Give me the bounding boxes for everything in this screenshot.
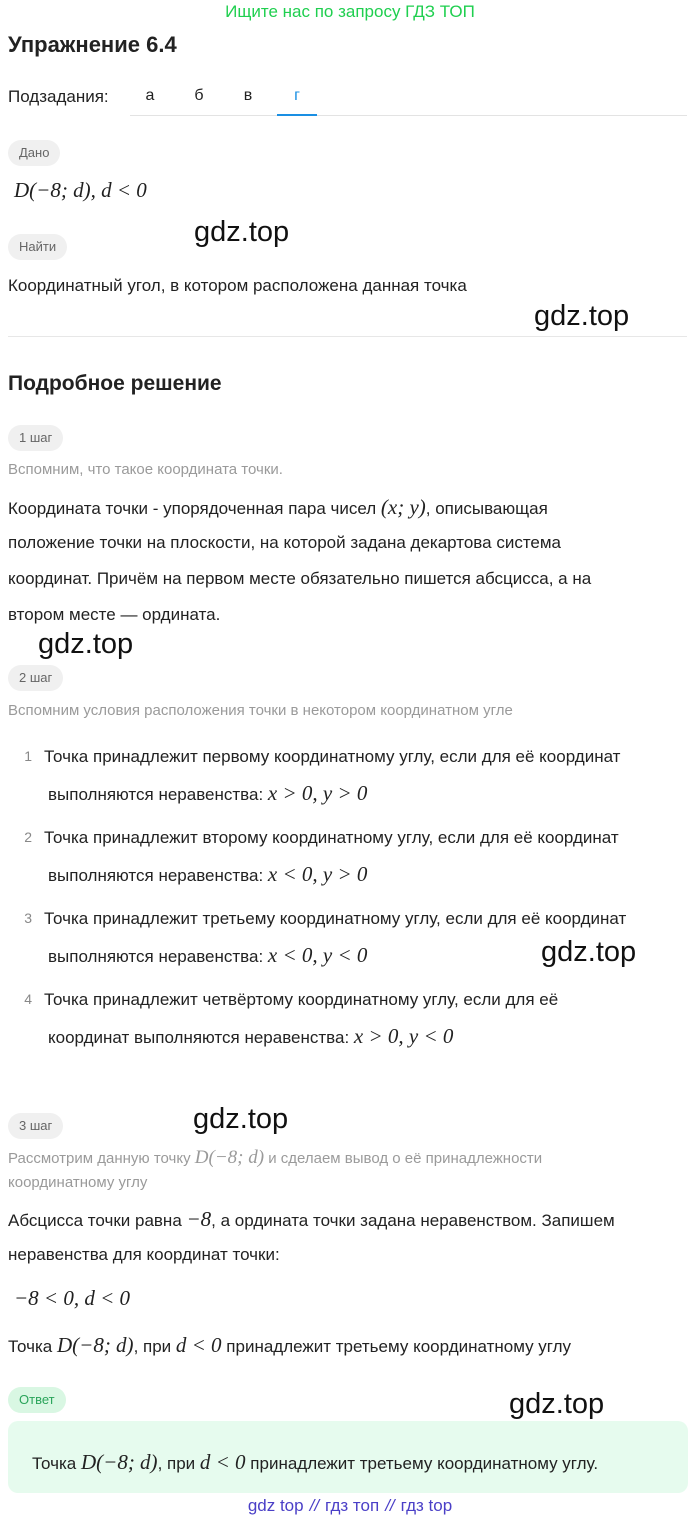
subtasks-tabs bbox=[130, 76, 687, 116]
step3-line2: неравенства для координат точки: bbox=[8, 1245, 280, 1264]
list-num-1: 1 bbox=[24, 748, 32, 764]
tab-g[interactable]: г bbox=[277, 76, 317, 116]
tab-b[interactable]: б bbox=[194, 87, 204, 104]
step3-inequality: −8 < 0, d < 0 bbox=[14, 1286, 131, 1310]
solution-title: Подробное решение bbox=[8, 372, 222, 395]
footer-sep: // bbox=[385, 1496, 395, 1515]
step1-hint: Вспомним, что такое координата точки. bbox=[8, 461, 283, 478]
footer-link-2[interactable]: гдз топ bbox=[325, 1496, 380, 1515]
list-num-4: 4 bbox=[24, 991, 32, 1007]
find-chip: Найти bbox=[8, 234, 67, 260]
answer-text: Точка D(−8; d), при d < 0 принадлежит третьему координатному углу. bbox=[32, 1450, 599, 1474]
list-item-1-line1: Точка принадлежит первому координатному углу, если для её координат bbox=[44, 747, 621, 766]
given-formula: D(−8; d), d < 0 bbox=[14, 178, 147, 202]
list-num-2: 2 bbox=[24, 829, 32, 845]
step1-line2: положение точки на плоскости, на которой задана декартова система bbox=[8, 533, 562, 552]
step1-math: (x; y) bbox=[380, 495, 426, 519]
answer-chip: Ответ bbox=[8, 1387, 66, 1413]
step3-conclusion: Точка D(−8; d), при d < 0 принадлежит третьему координатному углу bbox=[8, 1333, 572, 1357]
subtasks-label: Подзадания: bbox=[8, 87, 109, 106]
list-item-1-line2: выполняются неравенства: x > 0, y > 0 bbox=[48, 781, 368, 805]
find-text: Координатный угол, в котором расположена данная точка bbox=[8, 276, 467, 295]
step2-chip: 2 шаг bbox=[8, 665, 63, 691]
divider bbox=[8, 336, 687, 337]
list-item-4-line2: координат выполняются неравенства: x > 0, y < 0 bbox=[48, 1024, 454, 1048]
watermark: gdz.top bbox=[194, 216, 290, 248]
step1-line3: координат. Причём на первом месте обязательно пишется абсцисса, а на bbox=[8, 569, 592, 588]
step2-hint: Вспомним условия расположения точки в некотором координатном угле bbox=[8, 702, 513, 719]
footer-link-1[interactable]: gdz top bbox=[247, 1496, 304, 1515]
watermark: gdz.top bbox=[534, 300, 630, 332]
watermark: gdz.top bbox=[193, 1103, 289, 1135]
footer-sep: // bbox=[309, 1496, 320, 1515]
list-item-3-line1: Точка принадлежит третьему координатному углу, если для её координат bbox=[44, 909, 627, 928]
step1-line1: Координата точки - упорядоченная пара чисел (x; y), описывающая bbox=[8, 495, 548, 519]
footer-link-3[interactable]: гдз top bbox=[400, 1496, 453, 1515]
step1-chip: 1 шаг bbox=[8, 425, 63, 451]
list-num-3: 3 bbox=[24, 910, 32, 926]
list-item-3-line2: выполняются неравенства: x < 0, y < 0 bbox=[48, 943, 368, 967]
step3-line1: Абсцисса точки равна −8, а ордината точки задана неравенством. Запишем bbox=[8, 1207, 615, 1231]
step1-line4: втором месте — ордината. bbox=[8, 605, 221, 624]
page-title: Упражнение 6.4 bbox=[8, 32, 177, 57]
step3-hint: Рассмотрим данную точку D(−8; d) и сделаем вывод о её принадлежности bbox=[8, 1147, 543, 1168]
tab-a[interactable]: а bbox=[145, 87, 155, 104]
watermark: gdz.top bbox=[38, 628, 134, 660]
step3-chip: 3 шаг bbox=[8, 1113, 63, 1139]
top-banner[interactable]: Ищите нас по запросу ГДЗ ТОП bbox=[225, 2, 475, 21]
list-item-2-line1: Точка принадлежит второму координатному углу, если для её координат bbox=[44, 828, 619, 847]
footer bbox=[0, 1496, 700, 1516]
list-item-2-line2: выполняются неравенства: x < 0, y > 0 bbox=[48, 862, 368, 886]
given-chip: Дано bbox=[8, 140, 60, 166]
tab-v[interactable]: в bbox=[243, 87, 253, 104]
list-item-4-line1: Точка принадлежит четвёртому координатному углу, если для её bbox=[44, 990, 559, 1009]
watermark: gdz.top bbox=[541, 936, 637, 968]
watermark: gdz.top bbox=[509, 1388, 605, 1420]
step3-hint-line2: координатному углу bbox=[8, 1174, 148, 1191]
